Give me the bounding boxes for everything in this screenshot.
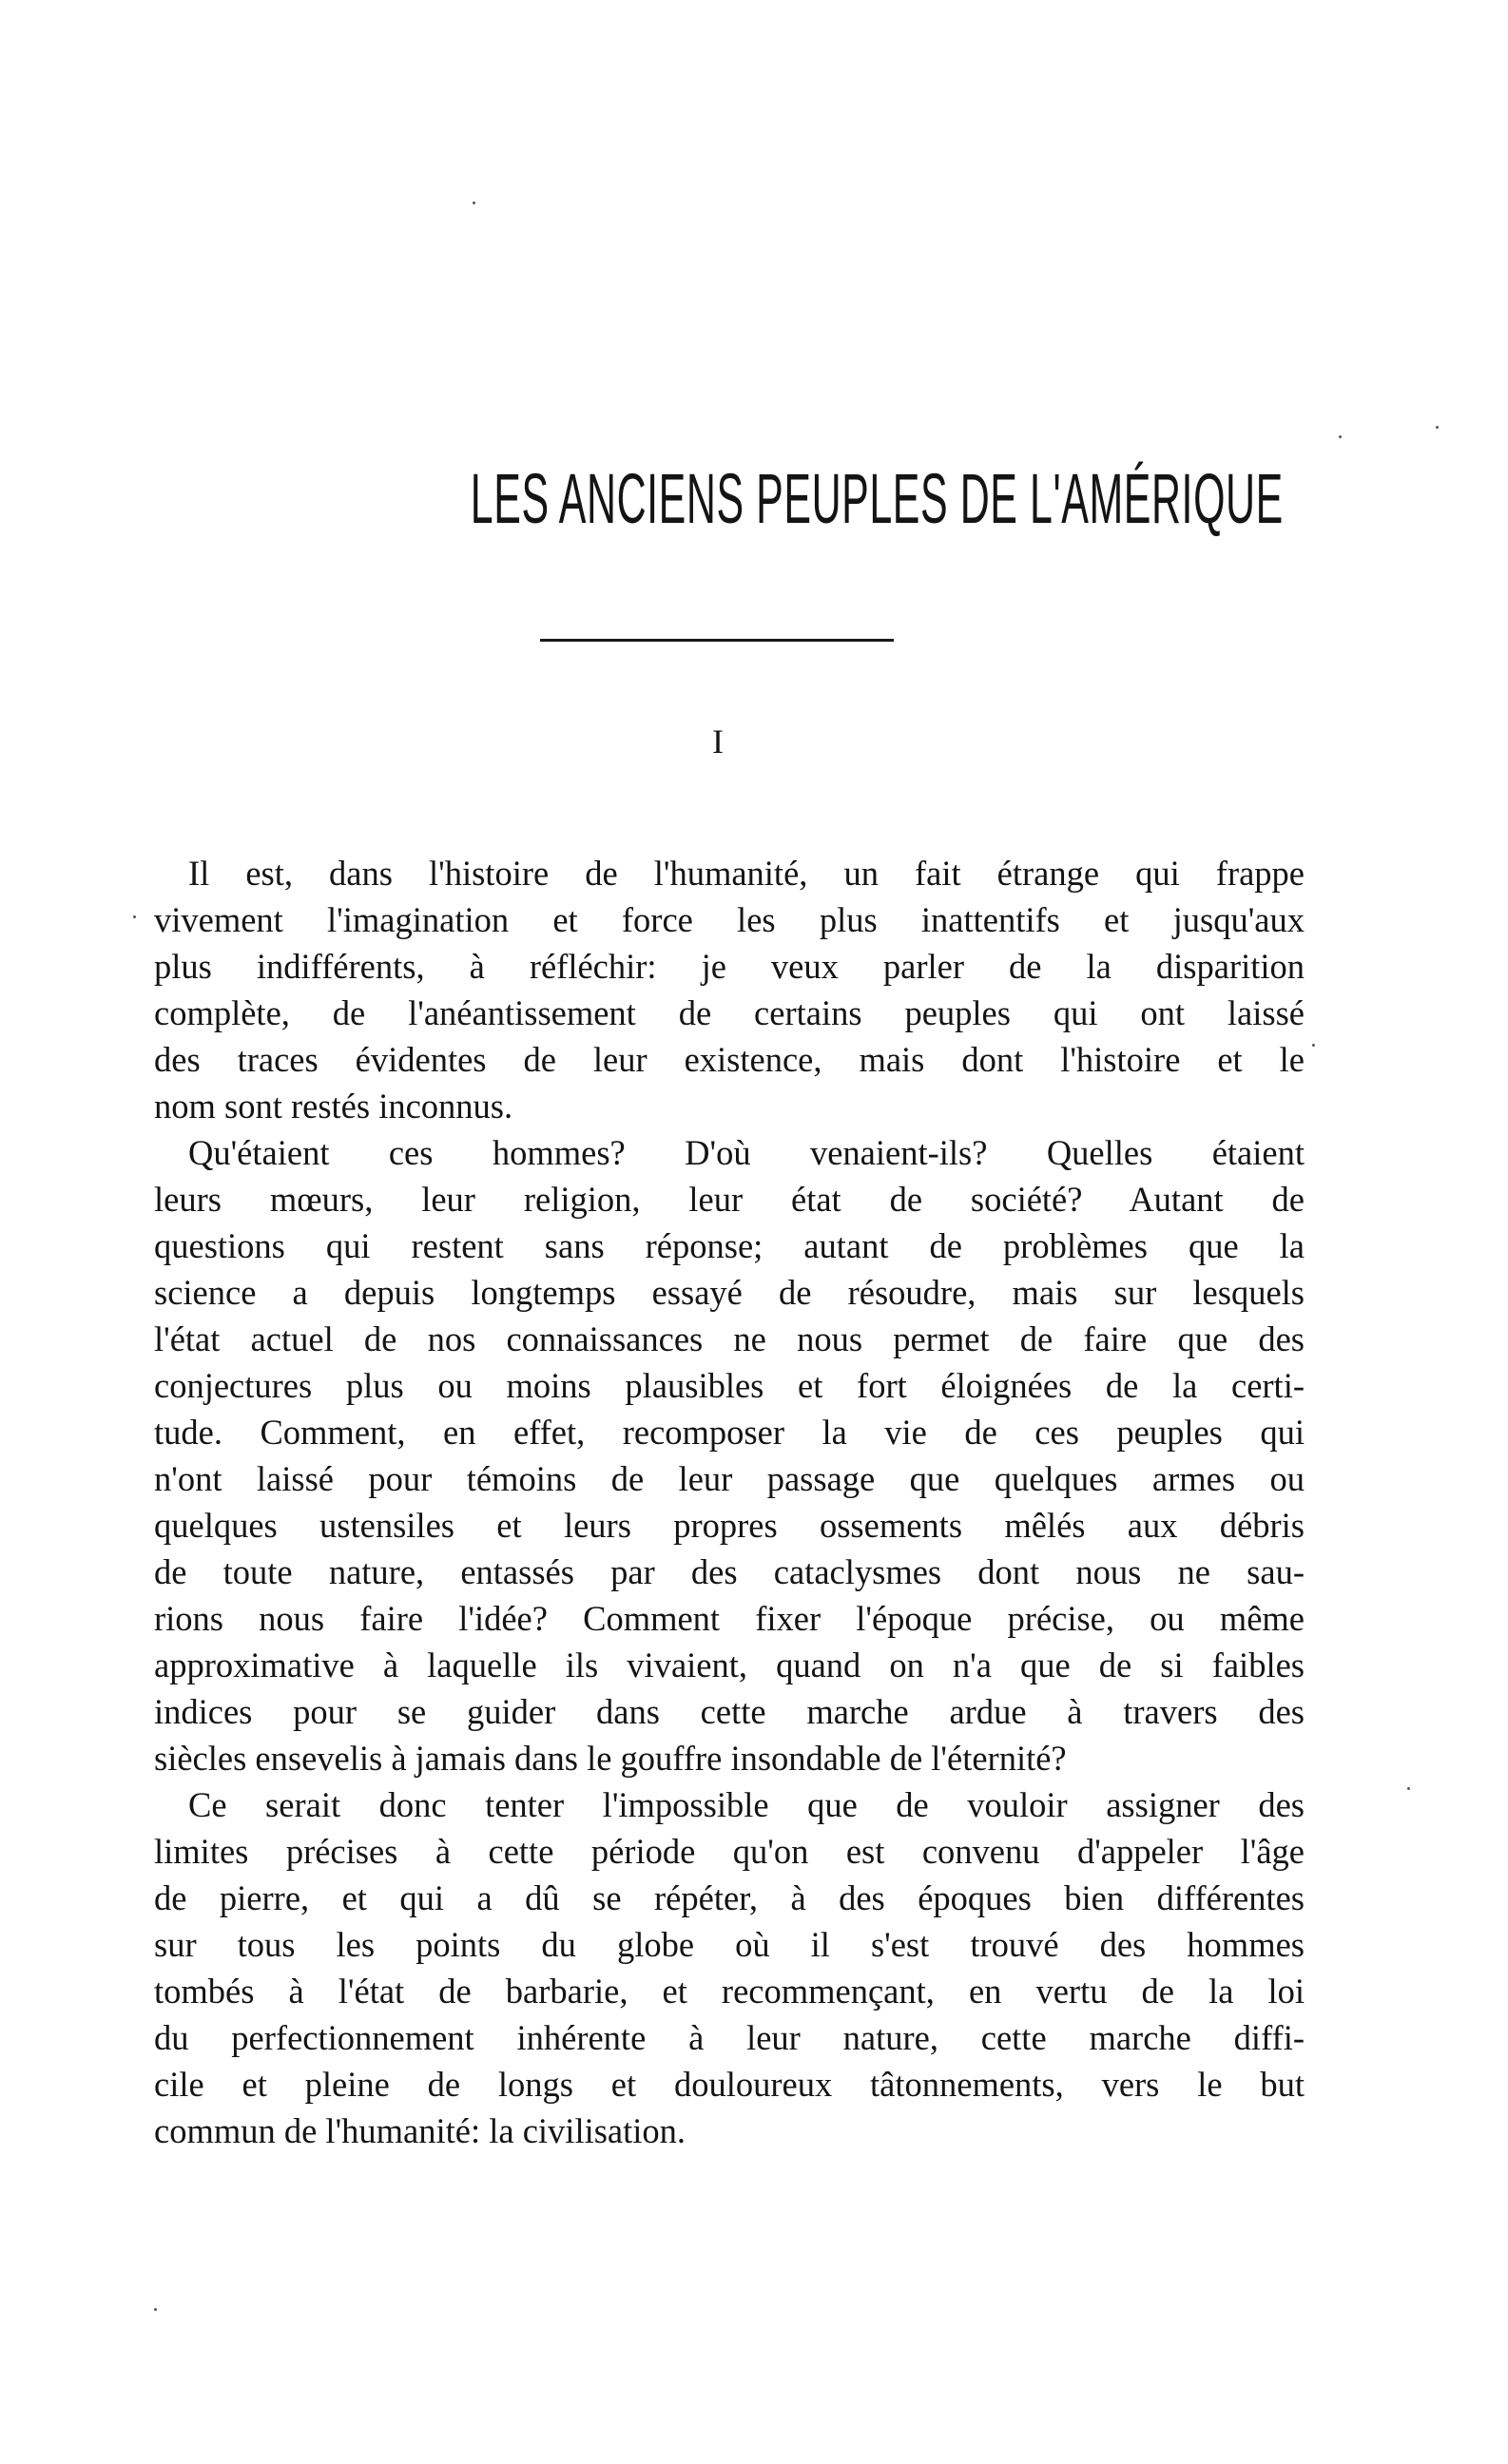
text-line: rions nous faire l'idée? Comment fixer l'époque précise, ou même [154,1599,1305,1638]
text-line: vivement l'imagination et force les plus inattentifs et jusqu'aux [154,900,1305,939]
scan-speck [154,2308,157,2311]
text-line: sur tous les points du globe où il s'est trouvé des hommes [154,1925,1305,1964]
text-line: limites précises à cette période qu'on est convenu d'appeler l'âge [154,1832,1305,1871]
text-line: Il est, dans l'histoire de l'humanité, un fait étrange qui frappe [188,854,1305,893]
text-line: cile et pleine de longs et douloureux tâtonnements, vers le but [154,2065,1305,2104]
scan-speck [473,202,475,204]
text-line: questions qui restent sans réponse; autant de problèmes que la [154,1226,1305,1265]
scan-speck [1436,426,1439,429]
text-line: de pierre, et qui a dû se répéter, à des époques bien différentes [154,1878,1305,1917]
title-rule [540,639,894,642]
text-line: tude. Comment, en effet, recomposer la vie de ces peuples qui [154,1413,1305,1452]
text-line: siècles ensevelis à jamais dans le gouffre insondable de l'éternité? [154,1739,1067,1778]
chapter-title: LES ANCIENS PEUPLES DE L'AMÉRIQUE [470,459,1284,538]
scan-speck [1339,435,1342,438]
scan-speck [133,915,136,918]
text-line: tombés à l'état de barbarie, et recommençant, en vertu de la loi [154,1972,1305,2011]
text-line: Ce serait donc tenter l'impossible que de vouloir assigner des [188,1785,1305,1824]
text-line: nom sont restés inconnus. [154,1087,513,1126]
text-line: Qu'étaient ces hommes? D'où venaient-ils? Quelles étaient [188,1133,1305,1172]
text-line: leurs mœurs, leur religion, leur état de société? Autant de [154,1180,1305,1219]
text-line: complète, de l'anéantissement de certains peuples qui ont laissé [154,993,1305,1032]
body-text [154,850,1305,2154]
section-number: I [712,722,724,760]
text-line: indices pour se guider dans cette marche ardue à travers des [154,1692,1305,1731]
text-line: quelques ustensiles et leurs propres ossements mêlés aux débris [154,1506,1305,1545]
text-line: science a depuis longtemps essayé de résoudre, mais sur lesquels [154,1273,1305,1312]
text-line: de toute nature, entassés par des cataclysmes dont nous ne sau- [154,1552,1305,1591]
text-line: des traces évidentes de leur existence, mais dont l'histoire et le [154,1040,1305,1079]
text-line: plus indifférents, à réfléchir: je veux parler de la disparition [154,947,1305,986]
scan-speck [1312,1044,1315,1047]
text-line: commun de l'humanité: la civilisation. [154,2111,686,2150]
text-line: n'ont laissé pour témoins de leur passage que quelques armes ou [154,1459,1305,1498]
text-line: approximative à laquelle ils vivaient, quand on n'a que de si faibles [154,1646,1305,1684]
scan-speck [1407,1787,1410,1790]
text-line: conjectures plus ou moins plausibles et fort éloignées de la certi- [154,1366,1305,1405]
text-line: l'état actuel de nos connaissances ne nous permet de faire que des [154,1319,1305,1358]
text-line: du perfectionnement inhérente à leur nature, cette marche diffi- [154,2018,1305,2057]
